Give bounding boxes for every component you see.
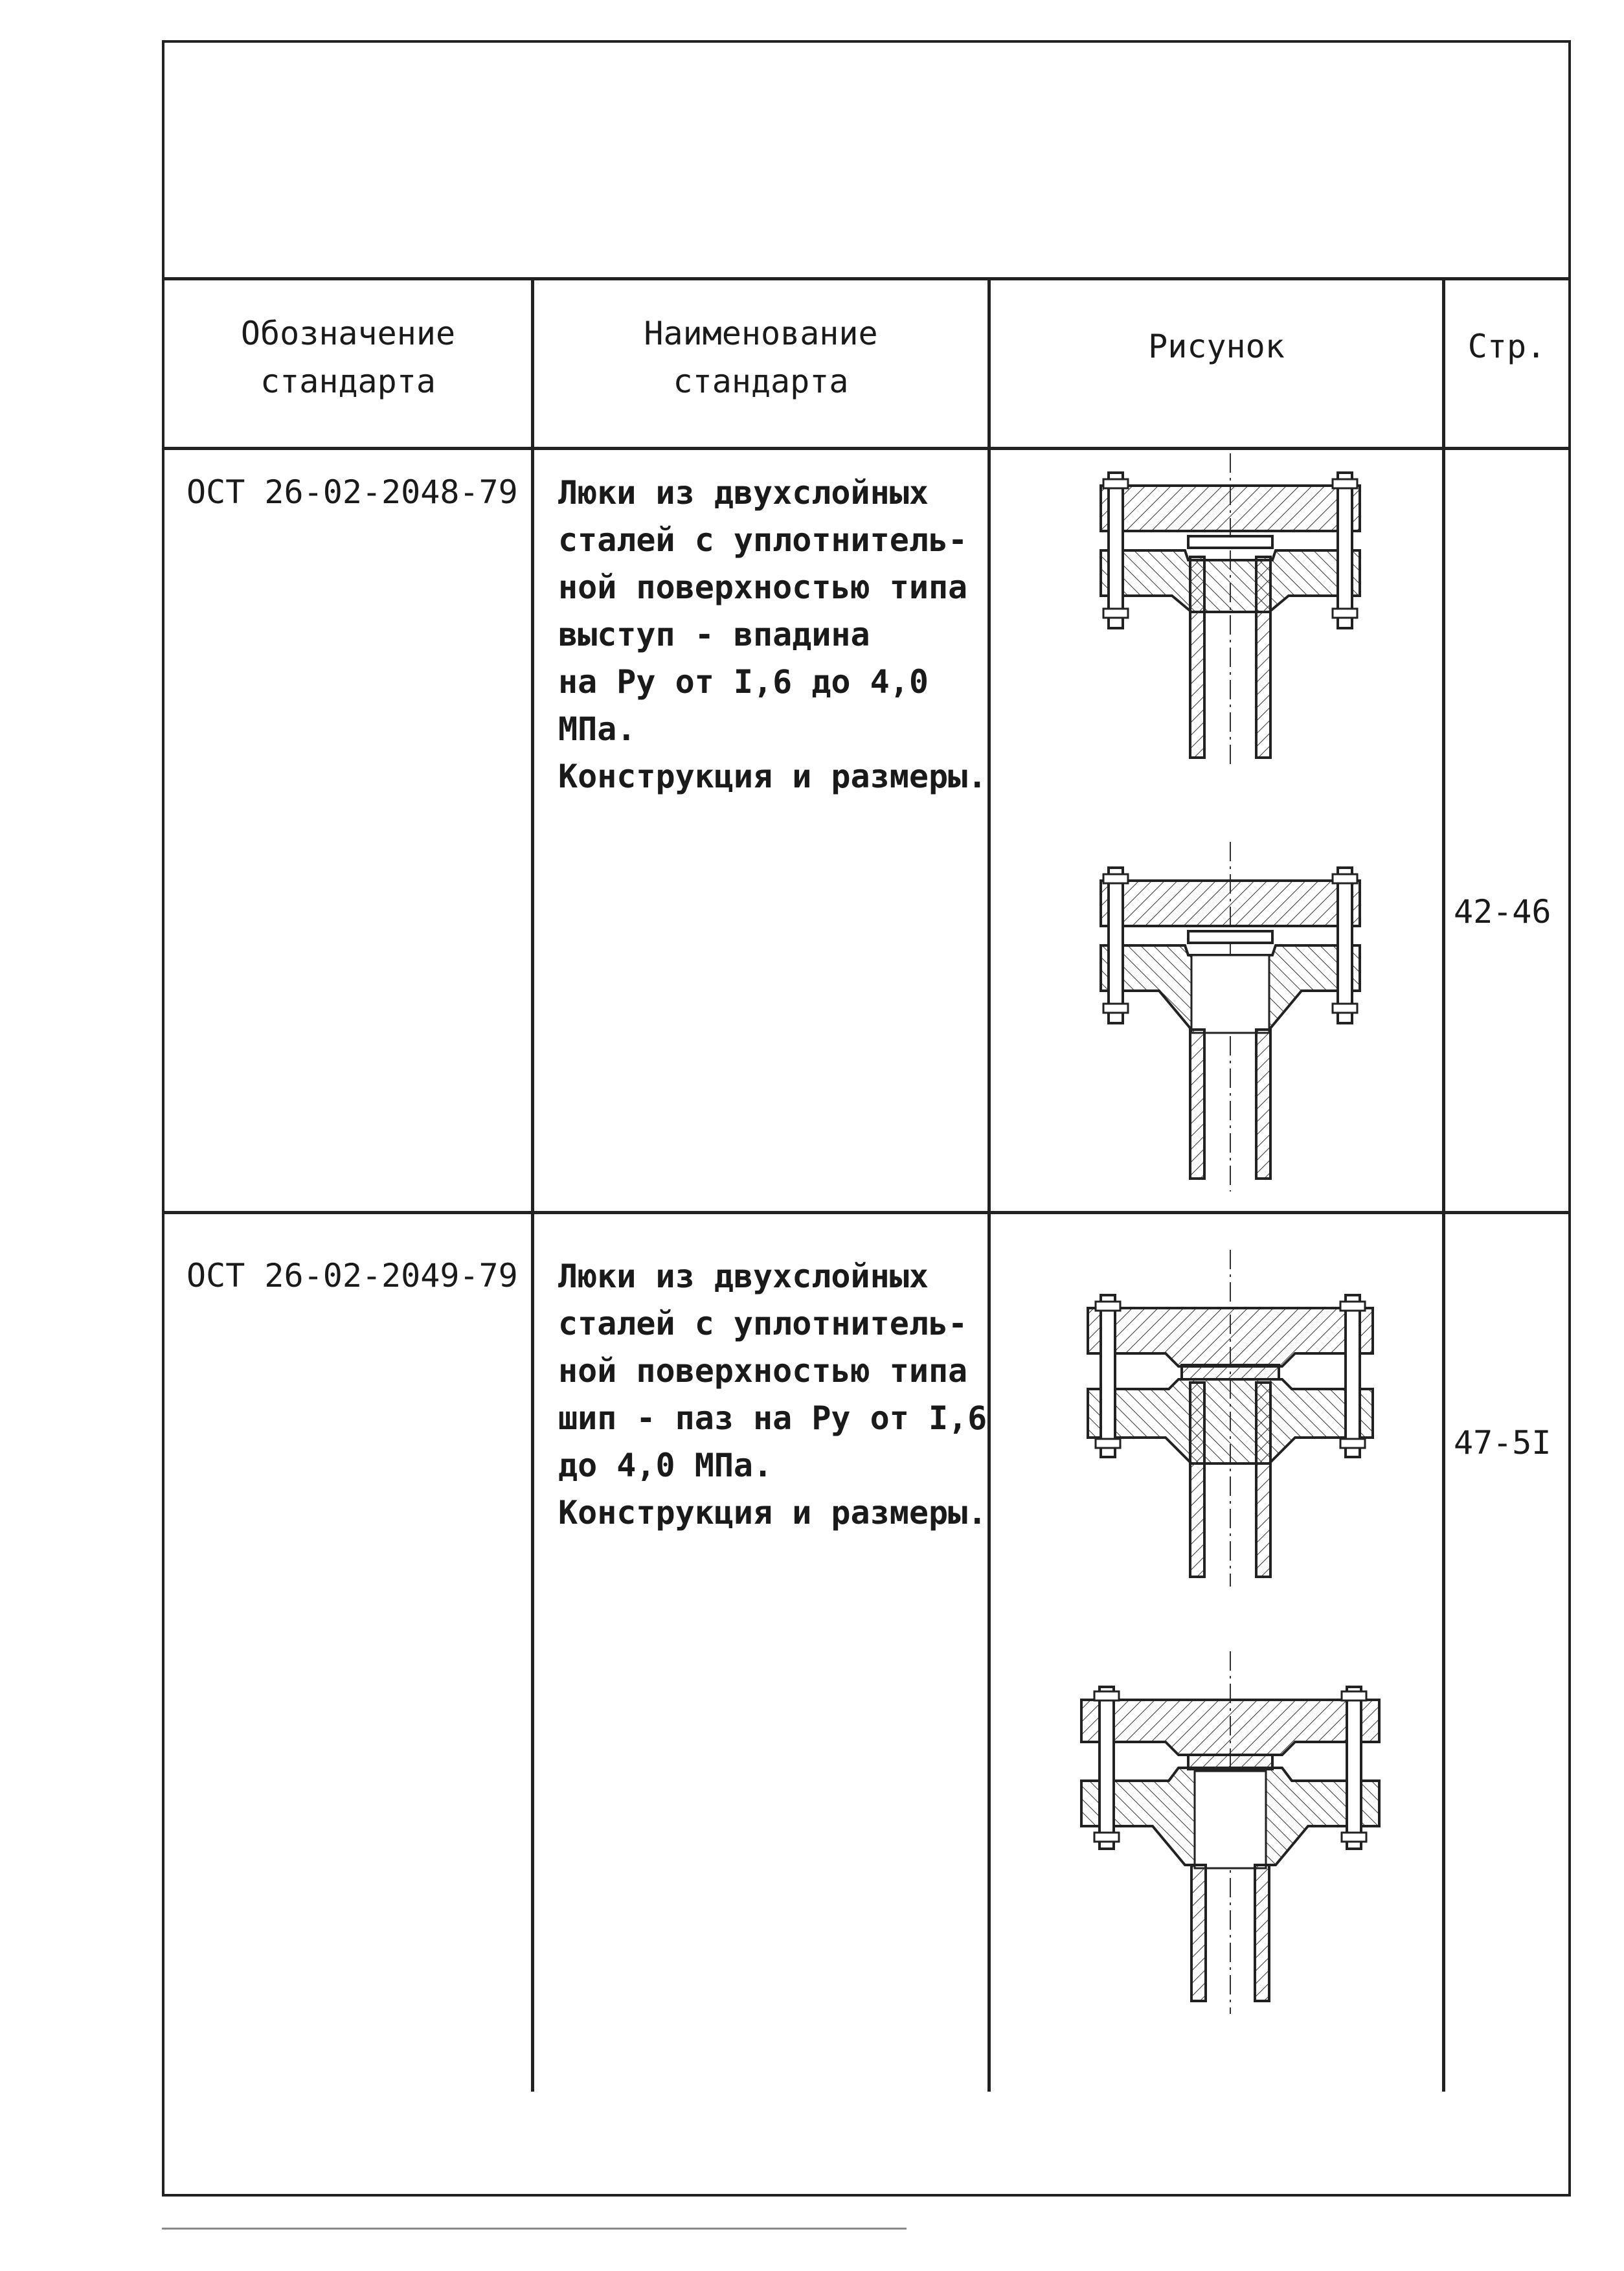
row-2-code: ОСТ 26-02-2049-79	[186, 1257, 518, 1294]
row-2-pages: 47-5I	[1454, 1424, 1551, 1462]
header-pages: Стр.	[1467, 328, 1546, 365]
header-designation: Обозначение стандарта	[240, 315, 456, 400]
scan-artifact-line	[162, 2228, 907, 2230]
row-1-pages: 42-46	[1454, 893, 1551, 931]
hatch-drawing-tongue-groove-tapered	[1062, 1651, 1399, 2014]
hatch-drawing-tongue-groove	[1062, 1250, 1399, 1587]
row-1-code: ОСТ 26-02-2048-79	[186, 473, 518, 511]
header-bottom-rule	[162, 447, 1571, 450]
header-top-rule	[162, 277, 1571, 280]
column-rule-1	[531, 277, 534, 2092]
header-name: Наименование стандарта	[644, 315, 878, 400]
header-figure: Рисунок	[1148, 328, 1285, 365]
row-2-description: Люки из двухслойных сталей с уплотнитель- ной поверхностью типа шип - паз на Ру от I,6 до 4,0 МПа. Конструкция и размеры.	[558, 1258, 987, 1531]
hatch-drawing-flat-cover	[1075, 453, 1386, 764]
row-1-description: Люки из двухслойных сталей с уплотнитель- ной поверхностью типа выступ - впадина на Ру от I,6 до 4,0 МПа. Конструкция и размеры.	[558, 474, 987, 795]
row-separator	[162, 1211, 1571, 1214]
hatch-drawing-flat-cover-tapered	[1075, 842, 1386, 1192]
column-rule-3	[1442, 277, 1445, 2092]
